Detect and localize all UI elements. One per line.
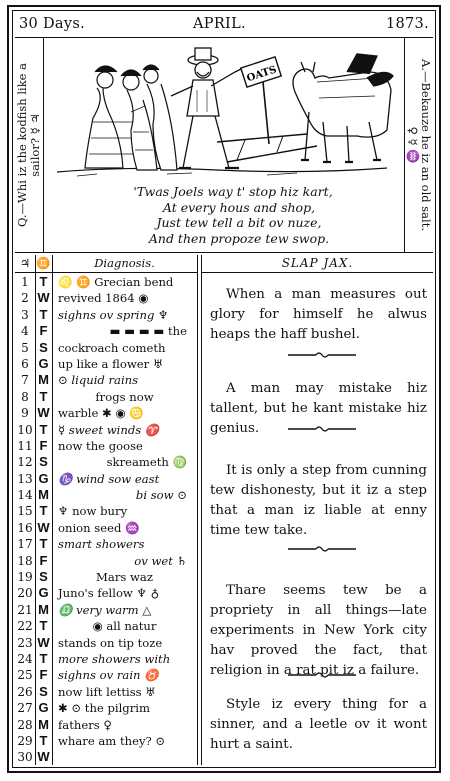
answer-line-1: A.—Bekauze he iz an old salt. [419, 59, 433, 231]
diagnosis-line: ov wet ♄ [134, 553, 187, 568]
jax-paragraph: A man may mistake hiz tallent, but he kant mistake hiz genius. [210, 381, 427, 436]
diagnosis-line: skreameth ♍ [106, 455, 187, 470]
weekday-letter: M [38, 716, 49, 732]
question-strip [15, 38, 44, 252]
weekday-list [35, 274, 52, 766]
weekday-letter: M [38, 487, 49, 503]
weekday-letter: T [39, 732, 48, 748]
weekday-letter: S [39, 339, 48, 355]
diagnosis-line: up like a flower ♅ [58, 356, 164, 371]
question-line-2: sailor? ☿ ♃ [28, 113, 42, 177]
diagnosis-line: now lift lettiss ♅ [58, 684, 156, 699]
diagnosis-line: frogs now [95, 389, 154, 404]
almanac-page [7, 5, 441, 773]
weekday-letter: F [39, 437, 48, 453]
weekday-letter: S [39, 454, 48, 470]
weekday-letter: F [39, 552, 48, 568]
days-count: 30 Days. [19, 16, 85, 32]
day-number: 24 [17, 651, 33, 666]
day-number: 8 [21, 389, 29, 404]
weekday-letter: T [39, 306, 48, 322]
weekday-letter: W [37, 290, 50, 306]
diagnosis-line: ♆ now bury [58, 504, 128, 519]
page-header [15, 13, 433, 38]
diagnosis-list [52, 274, 197, 749]
day-number-list [15, 274, 35, 766]
jax-paragraph: When a man measures out glory for himself he alwus heaps the haff bushel. [210, 287, 427, 342]
weekday-letter: G [38, 700, 49, 716]
diagnosis-line: Mars waz [96, 570, 153, 585]
diagnosis-column [52, 255, 198, 765]
diagnosis-line: more showers with [58, 651, 171, 666]
weekday-letter: S [39, 569, 48, 585]
horse-figure [293, 54, 393, 162]
day-number: 25 [17, 668, 33, 683]
weekday-letter: W [37, 634, 50, 650]
day-number: 12 [17, 455, 33, 470]
day-number: 17 [17, 537, 33, 552]
day-number: 18 [17, 553, 33, 568]
day-number: 11 [17, 438, 33, 453]
weekday-letter: F [39, 323, 48, 339]
weekday-letter: M [38, 372, 49, 388]
calendar-section [15, 255, 433, 765]
month-title: APRIL. [193, 16, 246, 32]
day-number: 29 [17, 733, 33, 748]
day-number: 30 [17, 750, 33, 765]
diagnosis-line: cockroach cometh [58, 340, 166, 355]
verse-line-2: At every hous and shop, [162, 199, 316, 215]
diagnosis-line: stands on tip toze [58, 635, 163, 650]
jax-paragraph: Thare seems tew be a propriety in all things—late experiments in New York city hav proved the fact, that religion in a rat pit iz a failure. [210, 583, 427, 678]
ornament-divider [202, 351, 442, 359]
day-number: 3 [21, 307, 29, 322]
slapjax-heading: SLAP JAX. [202, 255, 433, 273]
diagnosis-line: fathers ♀ [58, 717, 112, 732]
ornament-divider [202, 545, 442, 553]
day-number: 15 [17, 504, 33, 519]
diagnosis-line: ⊙ liquid rains [58, 373, 139, 388]
day-symbol-heading: ♃ [15, 255, 35, 273]
day-number: 7 [21, 373, 29, 388]
ladies-figure [85, 65, 177, 170]
weekday-letter: G [38, 585, 49, 601]
jax-paragraph: Style iz every thing for a sinner, and a leetle ov it wont hurt a saint. [210, 697, 427, 752]
day-number: 13 [17, 471, 33, 486]
top-panel [15, 38, 433, 253]
weekday-letter: G [38, 470, 49, 486]
jax-paragraph: It is only a step from cunning tew dishonesty, but it iz a step that a man iz liable at enny time tew take. [210, 463, 427, 538]
day-number: 6 [21, 356, 29, 371]
question-line-1: Q.—Whi iz the kodfish like a [15, 63, 29, 227]
day-number: 9 [21, 406, 29, 421]
ornament-divider [202, 671, 442, 679]
day-number: 23 [17, 635, 33, 650]
weekday-letter: T [39, 421, 48, 437]
diagnosis-line: ◉ all natur [92, 619, 157, 634]
day-number: 26 [17, 684, 33, 699]
day-number: 16 [17, 520, 33, 535]
weekday-letter: T [39, 274, 48, 289]
diagnosis-line: ▬ ▬ ▬ ▬ the [109, 324, 187, 339]
diagnosis-line: ✱ ⊙ the pilgrim [58, 701, 150, 716]
day-number: 27 [17, 701, 33, 716]
day-number: 20 [17, 586, 33, 601]
diagnosis-line: warble ✱ ◉ ♋ [58, 406, 144, 421]
day-number: 1 [21, 275, 29, 289]
day-number: 10 [17, 422, 33, 437]
oats-sign [241, 57, 281, 144]
diagnosis-line: ♎ very warm △ [58, 602, 152, 617]
weekday-letter: T [39, 536, 48, 552]
diagnosis-line: sighns ov spring ♆ [58, 307, 169, 322]
day-number: 22 [17, 619, 33, 634]
diagnosis-line: whare am they? ⊙ [58, 733, 166, 748]
weekday-letter: W [37, 519, 50, 535]
diagnosis-line: smart showers [58, 537, 145, 552]
day-number: 21 [17, 602, 33, 617]
diagnosis-line: now the goose [58, 438, 143, 453]
weekday-letter: T [39, 618, 48, 634]
svg-text:OATS: OATS [245, 64, 279, 85]
weekday-column [35, 255, 53, 765]
diagnosis-line: sighns ov rain ♉ [58, 668, 159, 683]
weekday-letter: G [38, 355, 49, 371]
diagnosis-line: ☿ sweet winds ♈ [58, 422, 160, 437]
day-number-column [15, 255, 36, 765]
diagnosis-line: ♌ ♊ Grecian bend [58, 275, 174, 289]
diagnosis-line: onion seed ♒ [58, 520, 140, 535]
verse [85, 184, 393, 246]
answer-line-2: ♀ ☿ ♒ [406, 126, 420, 164]
week-symbol-heading: ♊ [35, 255, 52, 273]
weekday-letter: T [39, 388, 48, 404]
weekday-letter: T [39, 650, 48, 666]
answer-strip [404, 38, 433, 252]
weekday-letter: T [39, 503, 48, 519]
weekday-letter: S [39, 683, 48, 699]
weekday-letter: W [37, 749, 50, 765]
verse-line-1: 'Twas Joels way t' stop hiz kart, [133, 184, 333, 199]
year: 1873. [385, 16, 429, 32]
diagnosis-line: ♑ wind sow east [58, 471, 160, 486]
illustration-peddler-cart [47, 42, 397, 182]
day-number: 4 [21, 324, 29, 339]
diagnosis-heading: Diagnosis. [52, 255, 197, 273]
slapjax-column [201, 255, 433, 765]
weekday-letter: M [38, 601, 49, 617]
ornament-divider [202, 425, 442, 433]
day-number: 28 [17, 717, 33, 732]
weekday-letter: F [39, 667, 48, 683]
verse-line-3: Just tew tell a bit ov nuze, [156, 215, 322, 230]
verse-line-4: And then propoze tew swop. [148, 230, 330, 246]
day-number: 19 [17, 570, 33, 585]
weekday-letter: W [37, 405, 50, 421]
day-number: 2 [21, 291, 29, 306]
day-number: 14 [17, 488, 33, 503]
diagnosis-line: bi sow ⊙ [135, 488, 187, 503]
diagnosis-line: revived 1864 ◉ [58, 291, 149, 306]
day-number: 5 [21, 340, 29, 355]
farmer-figure [171, 48, 243, 168]
diagnosis-line: Juno's fellow ♆ ♁ [58, 586, 160, 601]
